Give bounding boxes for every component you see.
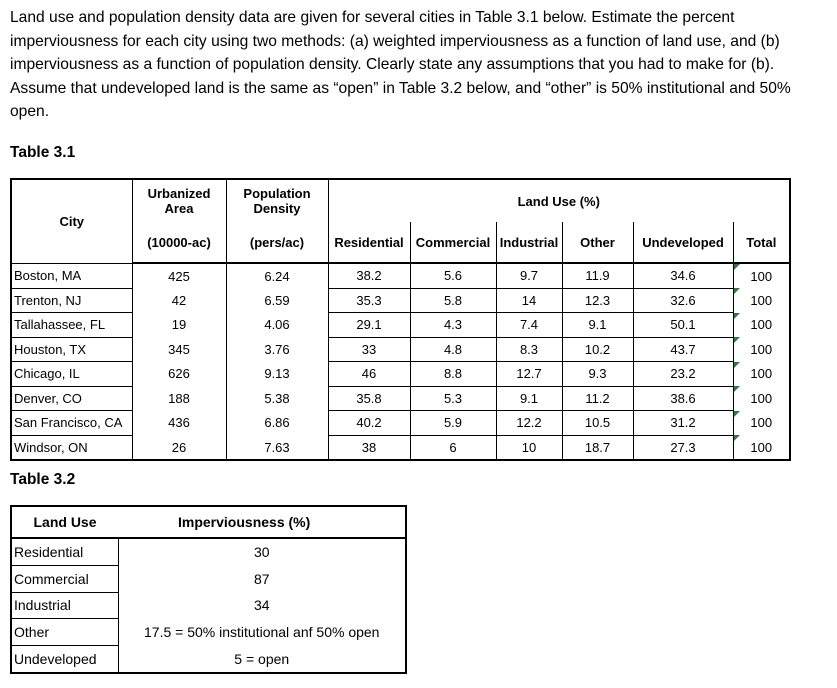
cell-commercial-value: 4.8: [443, 341, 463, 357]
cell-city-value: Chicago, IL: [14, 366, 80, 382]
header-industrial: Industrial: [496, 222, 562, 263]
header-land-use: Land Use (%): [517, 193, 600, 209]
cell-commercial: [410, 263, 496, 288]
cell-total: [733, 313, 790, 338]
cell-city: [11, 288, 132, 313]
cell-area-value: 345: [168, 341, 190, 357]
table-3-2-caption: Table 3.2: [10, 471, 76, 488]
cell-area: [132, 435, 226, 460]
cell-total-value: 100: [750, 415, 773, 431]
cell-total: [733, 411, 790, 436]
cell-city-value: Houston, TX: [14, 341, 87, 357]
cell-commercial-value: 5.9: [443, 415, 463, 431]
cell-marker-icon: [734, 288, 740, 294]
cell-undeveloped: [633, 411, 733, 436]
cell-density-value: 5.38: [264, 390, 290, 406]
header-land-use-2: Land Use: [11, 506, 118, 538]
cell-imperviousness: 5 = open: [118, 646, 406, 673]
cell-land-use: Commercial: [11, 565, 118, 592]
cell-land-use: Undeveloped: [11, 646, 118, 673]
cell-city: [11, 386, 132, 411]
table-3-1-caption: Table 3.1: [10, 144, 76, 161]
cell-industrial-value: 7.4: [519, 317, 539, 333]
cell-density-value: 9.13: [264, 366, 290, 382]
cell-area-value: 19: [171, 317, 187, 333]
cell-city: [11, 263, 132, 288]
cell-density-value: 6.86: [264, 415, 290, 431]
table-row: [11, 288, 790, 313]
cell-land-use: Industrial: [11, 592, 118, 619]
cell-other: [562, 411, 633, 436]
cell-city: [11, 362, 132, 387]
cell-marker-icon: [734, 337, 740, 343]
cell-area-value: 188: [168, 390, 190, 406]
cell-city-value: Tallahassee, FL: [14, 317, 106, 333]
cell-density-value: 6.24: [264, 268, 290, 284]
cell-industrial-value: 10: [521, 439, 537, 455]
cell-total-value: 100: [750, 268, 773, 284]
cell-total-value: 100: [750, 292, 773, 308]
table-row: [11, 619, 406, 646]
cell-other-value: 10.2: [584, 341, 611, 357]
cell-city-value: Boston, MA: [14, 268, 82, 283]
cell-undeveloped-value: 27.3: [670, 439, 696, 455]
cell-undeveloped: [633, 435, 733, 460]
header-density: Population Density: [226, 179, 328, 222]
cell-density-value: 3.76: [264, 341, 290, 357]
cell-commercial: [410, 362, 496, 387]
cell-area-value: 436: [168, 415, 190, 431]
cell-commercial: [410, 411, 496, 436]
cell-residential-value: 38.2: [356, 268, 382, 284]
cell-commercial-value: 8.8: [443, 366, 463, 382]
cell-total: [733, 362, 790, 387]
cell-undeveloped: [633, 362, 733, 387]
cell-residential: [328, 288, 410, 313]
cell-residential-value: 35.3: [356, 292, 382, 308]
cell-other: [562, 288, 633, 313]
cell-area-value: 26: [171, 439, 187, 455]
header-area-unit: (10000-ac): [132, 222, 226, 263]
cell-total: [733, 386, 790, 411]
cell-total: [733, 337, 790, 362]
table-row: [11, 263, 790, 288]
cell-total-value: 100: [750, 341, 773, 357]
cell-imperviousness: 30: [118, 538, 406, 565]
cell-undeveloped-value: 31.2: [670, 415, 696, 431]
cell-industrial-value: 9.7: [519, 268, 539, 284]
cell-area: [132, 313, 226, 338]
cell-residential: [328, 337, 410, 362]
cell-total: [733, 263, 790, 288]
cell-residential: [328, 263, 410, 288]
cell-total-value: 100: [750, 439, 773, 455]
cell-residential-value: 33: [361, 341, 377, 357]
cell-other-value: 11.9: [585, 268, 610, 284]
cell-area: [132, 362, 226, 387]
cell-area: [132, 337, 226, 362]
header-undeveloped: Undeveloped: [633, 222, 733, 263]
table-row: [11, 362, 790, 387]
cell-marker-icon: [734, 411, 740, 417]
cell-residential-value: 35.8: [356, 390, 382, 406]
cell-area-value: 626: [168, 366, 190, 382]
cell-other-value: 10.5: [584, 415, 611, 431]
cell-commercial: [410, 288, 496, 313]
cell-marker-icon: [734, 264, 740, 270]
cell-total-value: 100: [750, 317, 773, 333]
cell-imperviousness: 87: [118, 565, 406, 592]
cell-commercial-value: 6: [449, 439, 457, 455]
cell-industrial: [496, 386, 562, 411]
cell-other: [562, 386, 633, 411]
cell-undeveloped-value: 32.6: [670, 292, 696, 308]
cell-industrial: [496, 435, 562, 460]
instructions-paragraph: Land use and population density data are given for several cities in Table 3.1 below. Estimate the percent imperviousness for each city using two methods: (a) weighted imperviousness as a function of land use, and (b) imperviousness as a function of population density. Clearly state any assumptions that you had to make for (b). Assume that undeveloped land is the same as “open” in Table 3.2 below, and “other” is 50% institutional and 50% open.: [10, 9, 791, 121]
cell-marker-icon: [734, 435, 740, 441]
cell-industrial: [496, 313, 562, 338]
cell-commercial: [410, 435, 496, 460]
cell-other-value: 9.1: [588, 317, 607, 333]
table-row: [11, 646, 406, 673]
cell-commercial: [410, 337, 496, 362]
cell-city-value: Trenton, NJ: [14, 292, 82, 308]
cell-undeveloped: [633, 263, 733, 288]
header-residential: Residential: [328, 222, 410, 263]
cell-industrial-value: 8.3: [519, 341, 539, 357]
cell-industrial: [496, 337, 562, 362]
cell-density: [226, 313, 328, 338]
table-3-2: [10, 505, 407, 674]
cell-density: [226, 263, 328, 288]
table-row: [11, 337, 790, 362]
table-row: [11, 386, 790, 411]
header-city: City: [59, 213, 85, 229]
cell-undeveloped-value: 23.2: [670, 366, 696, 382]
cell-total-value: 100: [750, 390, 773, 406]
header-area: Urbanized Area: [132, 179, 226, 222]
header-density-unit: (pers/ac): [226, 222, 328, 263]
cell-industrial-value: 14: [521, 292, 537, 308]
cell-other: [562, 313, 633, 338]
cell-other: [562, 337, 633, 362]
cell-area: [132, 411, 226, 436]
cell-industrial-value: 9.1: [519, 390, 539, 406]
cell-industrial: [496, 263, 562, 288]
cell-industrial-value: 12.2: [516, 415, 542, 431]
cell-undeveloped-value: 38.6: [670, 390, 696, 406]
cell-commercial-value: 5.6: [443, 268, 463, 284]
cell-marker-icon: [734, 362, 740, 368]
cell-density: [226, 337, 328, 362]
cell-other-value: 11.2: [585, 390, 610, 406]
cell-density: [226, 288, 328, 313]
cell-density-value: 6.59: [264, 292, 290, 308]
cell-marker-icon: [734, 386, 740, 392]
cell-undeveloped: [633, 313, 733, 338]
cell-residential: [328, 362, 410, 387]
cell-density: [226, 362, 328, 387]
cell-city: [11, 313, 132, 338]
cell-density-value: 4.06: [264, 317, 290, 333]
cell-area-value: 425: [168, 268, 190, 284]
cell-city: [11, 337, 132, 362]
cell-other-value: 12.3: [584, 292, 611, 308]
cell-city: [11, 435, 132, 460]
cell-residential-value: 29.1: [356, 317, 382, 333]
cell-city-value: San Francisco, CA: [14, 415, 123, 431]
cell-undeveloped-value: 34.6: [670, 268, 696, 284]
cell-commercial: [410, 386, 496, 411]
cell-other-value: 18.7: [584, 439, 611, 455]
table-row: [11, 565, 406, 592]
header-commercial: Commercial: [410, 222, 496, 263]
table-3-1: [10, 178, 791, 461]
cell-land-use: Residential: [11, 538, 118, 565]
table-row: [11, 592, 406, 619]
cell-city: [11, 411, 132, 436]
cell-residential-value: 40.2: [356, 415, 382, 431]
header-imperviousness: Imperviousness (%): [118, 506, 406, 538]
table-row: [11, 313, 790, 338]
cell-marker-icon: [734, 313, 740, 319]
cell-residential: [328, 313, 410, 338]
table-row: [11, 411, 790, 436]
cell-undeveloped: [633, 386, 733, 411]
cell-city-value: Windsor, ON: [14, 439, 88, 455]
cell-imperviousness: 34: [118, 592, 406, 619]
cell-density: [226, 435, 328, 460]
cell-commercial-value: 5.8: [443, 292, 463, 308]
cell-industrial-value: 12.7: [516, 366, 542, 382]
cell-commercial-value: 4.3: [443, 317, 463, 333]
cell-city-value: Denver, CO: [14, 390, 82, 406]
cell-area: [132, 386, 226, 411]
header-other: Other: [562, 222, 633, 263]
cell-undeveloped-value: 43.7: [670, 341, 696, 357]
cell-commercial: [410, 313, 496, 338]
cell-undeveloped: [633, 337, 733, 362]
cell-total-value: 100: [750, 366, 773, 382]
cell-undeveloped-value: 50.1: [670, 317, 696, 333]
cell-imperviousness: 17.5 = 50% institutional anf 50% open: [118, 619, 406, 646]
cell-other: [562, 435, 633, 460]
cell-residential-value: 38: [361, 439, 377, 455]
cell-other: [562, 362, 633, 387]
cell-total: [733, 435, 790, 460]
cell-undeveloped: [633, 288, 733, 313]
cell-total: [733, 288, 790, 313]
cell-residential: [328, 386, 410, 411]
cell-land-use: Other: [11, 619, 118, 646]
cell-density: [226, 386, 328, 411]
cell-other: [562, 263, 633, 288]
cell-area: [132, 288, 226, 313]
table-row: [11, 435, 790, 460]
cell-industrial: [496, 411, 562, 436]
cell-area: [132, 263, 226, 288]
cell-area-value: 42: [171, 292, 187, 308]
cell-industrial: [496, 288, 562, 313]
cell-industrial: [496, 362, 562, 387]
cell-other-value: 9.3: [588, 366, 607, 382]
cell-commercial-value: 5.3: [443, 390, 463, 406]
header-total: Total: [733, 222, 790, 263]
cell-residential: [328, 411, 410, 436]
cell-residential: [328, 435, 410, 460]
cell-residential-value: 46: [361, 366, 377, 382]
cell-density: [226, 411, 328, 436]
table-row: [11, 538, 406, 565]
cell-density-value: 7.63: [264, 439, 290, 455]
